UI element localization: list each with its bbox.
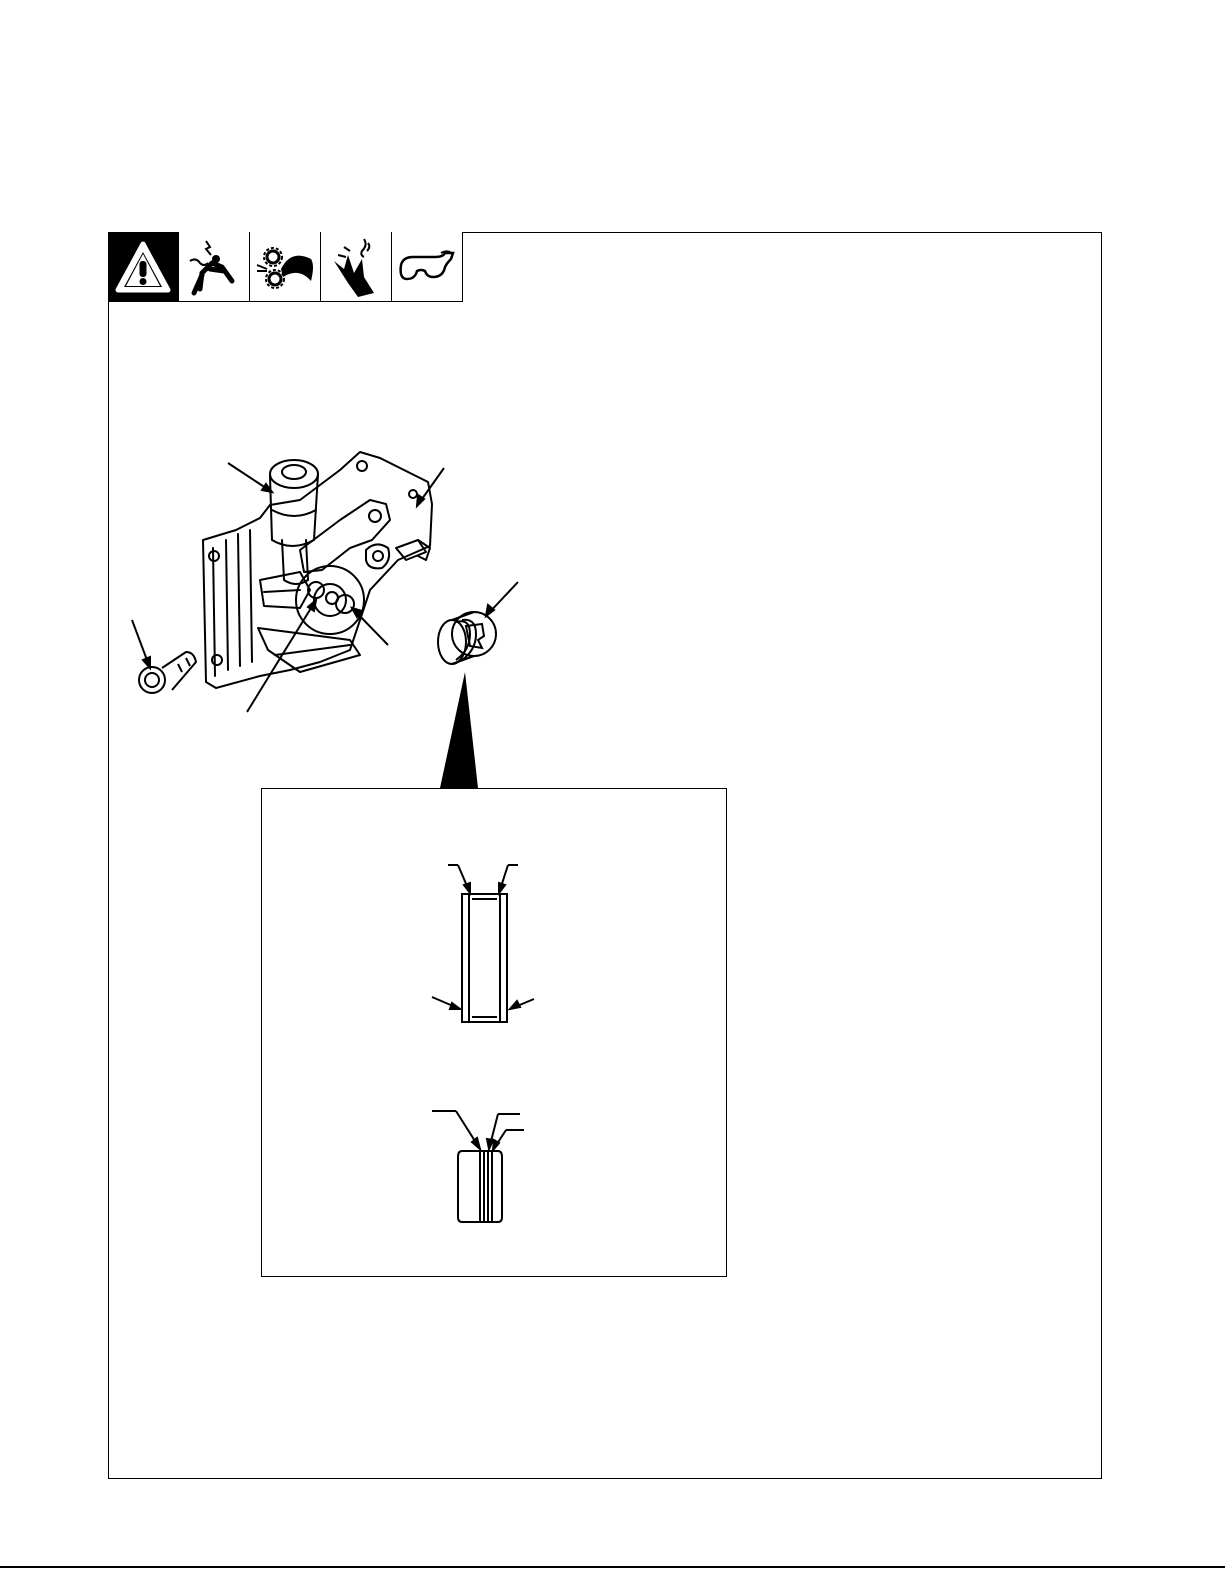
page-footer-rule — [0, 1566, 1225, 1568]
detail-callout-pointer — [440, 672, 478, 788]
roll-front-view-leaders — [432, 1111, 524, 1150]
callout-leaders — [132, 463, 518, 712]
roll-side-view-leaders — [432, 865, 534, 1009]
drive-roll-detail-inset — [261, 788, 727, 1277]
roll-side-view — [462, 894, 507, 1022]
drive-roll-part — [438, 612, 496, 664]
roll-front-view — [458, 1151, 502, 1222]
